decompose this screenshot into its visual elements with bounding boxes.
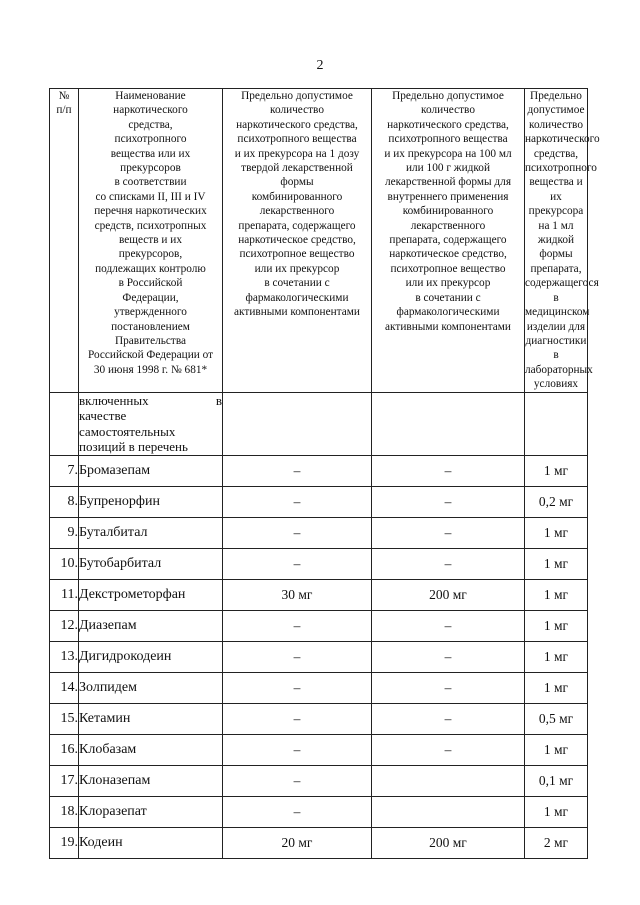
text-line: и их прекурсора на 100 мл (384, 147, 512, 160)
text-line: со списками II, III и IV (95, 190, 206, 203)
text-line: в Российской (118, 277, 183, 290)
text-line: вещества и их (529, 176, 583, 203)
table-row (50, 486, 588, 517)
limit-liquid-form: – (372, 610, 525, 641)
text-line: и их прекурсора на 1 дозу (234, 147, 360, 160)
text-line: подлежащих контролю (95, 262, 206, 275)
row-number: 15. (50, 703, 79, 734)
text-line: Российской Федерации от (87, 349, 214, 362)
text-line: фармакологическими (396, 306, 500, 319)
text-line: количество (529, 118, 583, 131)
limit-diagnostic: 1 мг (525, 455, 588, 486)
text-line: формы (280, 176, 314, 189)
row-number: 8. (50, 486, 79, 517)
limit-liquid-form: 200 мг (372, 579, 525, 610)
text-line: перечня наркотических (94, 205, 207, 218)
text-line: в соответствии (114, 176, 187, 189)
limit-liquid-form: 200 мг (372, 827, 525, 858)
text-line: Предельно допустимое (392, 90, 504, 102)
text-line: веществ и их (119, 234, 182, 247)
limit-solid-dose: 30 мг (223, 579, 372, 610)
table-row (50, 548, 588, 579)
text-line: лабораторных (525, 363, 593, 376)
continuation-num (50, 392, 79, 455)
text-line: фармакологическими (245, 291, 349, 304)
header-name (79, 89, 223, 393)
text-line: самостоятельных (79, 423, 176, 439)
text-line: условиях (533, 378, 579, 391)
text-line: препарата, содержащего (238, 219, 356, 232)
limit-liquid-form: – (372, 517, 525, 548)
limit-diagnostic: 1 мг (525, 672, 588, 703)
substance-name: Клоразепат (79, 796, 223, 827)
substance-name: Бромазепам (79, 455, 223, 486)
limit-diagnostic: 0,2 мг (525, 486, 588, 517)
header-col2 (372, 89, 525, 393)
table-row (50, 517, 588, 548)
limit-solid-dose: – (223, 703, 372, 734)
table-row (50, 672, 588, 703)
text-line: внутреннего применения (387, 190, 509, 203)
header-col3 (525, 89, 600, 393)
limit-diagnostic: 1 мг (525, 579, 588, 610)
limit-liquid-form: – (372, 641, 525, 672)
limit-liquid-form: – (372, 486, 525, 517)
table-row (50, 734, 588, 765)
text-line: психотропное вещество (390, 262, 506, 275)
limit-diagnostic: 1 мг (525, 734, 588, 765)
limit-diagnostic: 2 мг (525, 827, 588, 858)
text-line: изделии для (526, 320, 586, 333)
substance-name: Диазепам (79, 610, 223, 641)
table-row (50, 610, 588, 641)
limit-solid-dose: – (223, 610, 372, 641)
limit-solid-dose: – (223, 548, 372, 579)
substance-name: Бупренорфин (79, 486, 223, 517)
text-line: допустимое (527, 104, 585, 117)
limit-solid-dose: – (223, 765, 372, 796)
table-row (50, 703, 588, 734)
substance-name: Кетамин (79, 703, 223, 734)
continuation-row (50, 392, 588, 455)
text-line: содержащегося (525, 277, 599, 290)
substance-name: Декстрометорфан (79, 579, 223, 610)
limit-liquid-form: – (372, 672, 525, 703)
limit-solid-dose: – (223, 517, 372, 548)
text-line: активными компонентами (385, 320, 511, 333)
text-line: наркотическое средство, (238, 234, 356, 247)
text-line: в медицинском (525, 291, 590, 319)
limit-liquid-form (372, 796, 525, 827)
text-line: Наименование (115, 90, 186, 102)
limit-solid-dose: – (223, 486, 372, 517)
text-line: средства, (533, 147, 579, 160)
text-line: наркотическое средство, (389, 248, 507, 261)
text-line: наркотического средства, (387, 118, 509, 131)
limit-solid-dose: – (223, 672, 372, 703)
limit-solid-dose: – (223, 734, 372, 765)
limit-diagnostic: 1 мг (525, 548, 588, 579)
text-line: Правительства (114, 334, 187, 347)
limit-solid-dose: – (223, 796, 372, 827)
limit-liquid-form (372, 765, 525, 796)
text-line: наркотического (525, 133, 600, 146)
substance-name: Кодеин (79, 827, 223, 858)
text-line: количество (421, 104, 475, 117)
substance-name: Дигидрокодеин (79, 641, 223, 672)
text-line: лекарственного (410, 219, 486, 232)
limit-liquid-form: – (372, 703, 525, 734)
text-line: средств, психотропных (94, 219, 207, 232)
text-line: или их прекурсор (254, 262, 340, 275)
text-line: Федерации, (122, 291, 179, 304)
text-line: диагностики в (525, 334, 587, 362)
text-line: 30 июня 1998 г. № 681* (93, 363, 208, 376)
text-line: в сочетании с (264, 277, 330, 290)
row-number: 16. (50, 734, 79, 765)
text-line: психотропного (114, 133, 187, 146)
limit-solid-dose: 20 мг (223, 827, 372, 858)
text-line: Предельно допустимое (241, 90, 353, 102)
text-line: Предельно (530, 90, 582, 102)
text-line: количество (270, 104, 324, 117)
table-row (50, 455, 588, 486)
limit-diagnostic: 1 мг (525, 610, 588, 641)
text-line: активными компонентами (234, 306, 360, 319)
row-number: 17. (50, 765, 79, 796)
row-number: 14. (50, 672, 79, 703)
text-line: психотропное вещество (239, 248, 355, 261)
row-number: 19. (50, 827, 79, 858)
text-line: вещества или их (110, 147, 191, 160)
text-line: психотропного вещества (388, 133, 508, 146)
header-col1 (223, 89, 372, 393)
text-line: п/п (56, 104, 72, 117)
text-line: наркотического средства, (236, 118, 358, 131)
text-line: лекарственного (259, 205, 335, 218)
text-line: или их прекурсор (405, 277, 491, 290)
row-number: 11. (50, 579, 79, 610)
text-line: комбинированного (402, 205, 494, 218)
table-row (50, 796, 588, 827)
substance-name: Бутобарбитал (79, 548, 223, 579)
text-line: лекарственной формы для (384, 176, 512, 189)
substance-name: Клобазам (79, 734, 223, 765)
table-row (50, 579, 588, 610)
text-line: позиций в перечень (79, 439, 188, 455)
limit-liquid-form: – (372, 734, 525, 765)
row-number: 18. (50, 796, 79, 827)
table-row (50, 827, 588, 858)
limit-solid-dose: – (223, 641, 372, 672)
substance-name: Золпидем (79, 672, 223, 703)
text-line: на 1 мл жидкой (537, 219, 575, 247)
row-number: 9. (50, 517, 79, 548)
limit-diagnostic: 0,1 мг (525, 765, 588, 796)
text-line: наркотического (113, 104, 188, 117)
text-line: прекурсоров, (118, 248, 183, 261)
text-line: постановлением (111, 320, 190, 333)
substances-table (49, 88, 600, 859)
limit-diagnostic: 1 мг (525, 796, 588, 827)
table-row (50, 765, 588, 796)
page-number: 2 (316, 58, 324, 73)
limit-liquid-form: – (372, 548, 525, 579)
text-line: в сочетании с (415, 291, 481, 304)
header-num (50, 89, 79, 393)
text-line: твердой лекарственной (241, 162, 353, 175)
text-line: препарата, содержащего (389, 234, 507, 247)
limit-diagnostic: 1 мг (525, 517, 588, 548)
text-line: психотропного вещества (237, 133, 357, 146)
row-number: 13. (50, 641, 79, 672)
text-line: формы (539, 248, 573, 261)
text-line: препарата, (530, 262, 582, 275)
text-line: комбинированного (251, 190, 343, 203)
text-line: прекурсора (528, 205, 584, 218)
row-number: 10. (50, 548, 79, 579)
limit-solid-dose: – (223, 455, 372, 486)
text-line: утвержденного (114, 306, 187, 319)
text-line: или 100 г жидкой (406, 162, 490, 175)
text-line: средства, (128, 118, 173, 131)
table-row (50, 641, 588, 672)
substance-name: Буталбитал (79, 517, 223, 548)
text-line: прекурсоров (120, 162, 181, 175)
row-number: 7. (50, 455, 79, 486)
limit-liquid-form: – (372, 455, 525, 486)
text-line: № (58, 90, 70, 102)
limit-diagnostic: 1 мг (525, 641, 588, 672)
table-header-row (50, 89, 588, 393)
substance-name: Клоназепам (79, 765, 223, 796)
text-line: психотропного (525, 162, 597, 175)
row-number: 12. (50, 610, 79, 641)
text-line: качестве (79, 408, 127, 424)
limit-diagnostic: 0,5 мг (525, 703, 588, 734)
continuation-text: включенных в качестве самостоятельных позиций в перечень (79, 392, 222, 455)
